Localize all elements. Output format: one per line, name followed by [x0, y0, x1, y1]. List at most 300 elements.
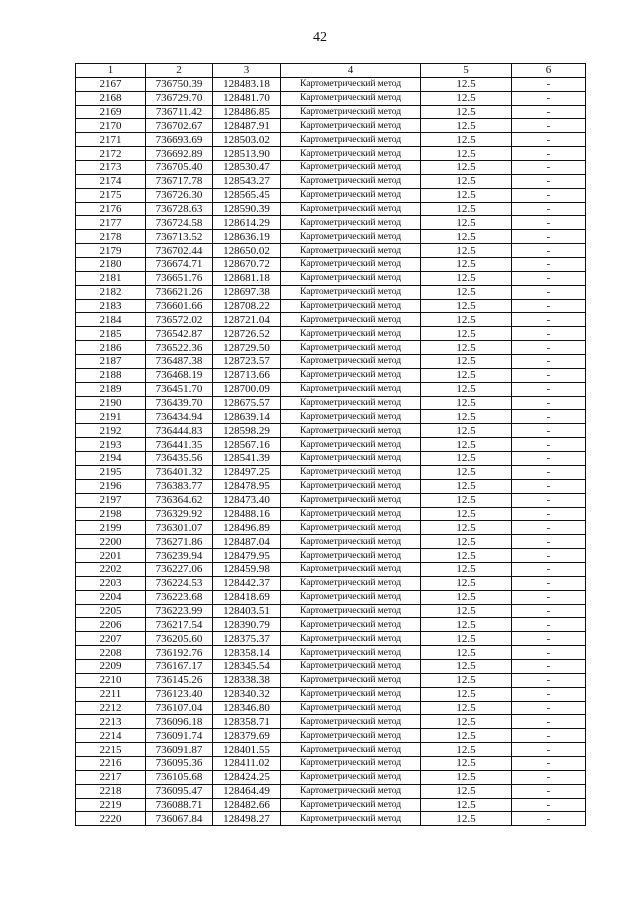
accuracy-cell: 12.5	[421, 659, 512, 673]
point-number-cell: 2218	[76, 784, 146, 798]
point-number-cell: 2183	[76, 299, 146, 313]
accuracy-cell: 12.5	[421, 396, 512, 410]
note-cell: -	[512, 576, 586, 590]
x-coordinate-cell: 736364.62	[146, 493, 213, 507]
accuracy-cell: 12.5	[421, 133, 512, 147]
method-cell: Картометрический метод	[281, 327, 421, 341]
accuracy-cell: 12.5	[421, 271, 512, 285]
table-row	[76, 535, 586, 549]
note-cell: -	[512, 341, 586, 355]
table-row	[76, 673, 586, 687]
accuracy-cell: 12.5	[421, 258, 512, 272]
y-coordinate-cell: 128338.38	[213, 673, 281, 687]
y-coordinate-cell: 128590.39	[213, 202, 281, 216]
table-row	[76, 147, 586, 161]
note-cell: -	[512, 368, 586, 382]
x-coordinate-cell: 736434.94	[146, 410, 213, 424]
method-cell: Картометрический метод	[281, 618, 421, 632]
table-row	[76, 396, 586, 410]
method-cell: Картометрический метод	[281, 299, 421, 313]
note-cell: -	[512, 258, 586, 272]
x-coordinate-cell: 736095.36	[146, 756, 213, 770]
method-cell: Картометрический метод	[281, 549, 421, 563]
x-coordinate-cell: 736091.87	[146, 743, 213, 757]
point-number-cell: 2200	[76, 535, 146, 549]
table-row	[76, 590, 586, 604]
method-cell: Картометрический метод	[281, 424, 421, 438]
x-coordinate-cell: 736693.69	[146, 133, 213, 147]
accuracy-cell: 12.5	[421, 327, 512, 341]
x-coordinate-cell: 736192.76	[146, 646, 213, 660]
table-row	[76, 729, 586, 743]
note-cell: -	[512, 743, 586, 757]
method-cell: Картометрический метод	[281, 493, 421, 507]
method-cell: Картометрический метод	[281, 91, 421, 105]
table-row	[76, 216, 586, 230]
note-cell: -	[512, 202, 586, 216]
y-coordinate-cell: 128418.69	[213, 590, 281, 604]
note-cell: -	[512, 562, 586, 576]
y-coordinate-cell: 128482.66	[213, 798, 281, 812]
y-coordinate-cell: 128721.04	[213, 313, 281, 327]
method-cell: Картометрический метод	[281, 244, 421, 258]
x-coordinate-cell: 736717.78	[146, 174, 213, 188]
note-cell: -	[512, 174, 586, 188]
accuracy-cell: 12.5	[421, 410, 512, 424]
table-row	[76, 244, 586, 258]
x-coordinate-cell: 736123.40	[146, 687, 213, 701]
x-coordinate-cell: 736088.71	[146, 798, 213, 812]
note-cell: -	[512, 119, 586, 133]
x-coordinate-cell: 736444.83	[146, 424, 213, 438]
accuracy-cell: 12.5	[421, 493, 512, 507]
method-cell: Картометрический метод	[281, 341, 421, 355]
y-coordinate-cell: 128488.16	[213, 507, 281, 521]
point-number-cell: 2173	[76, 161, 146, 175]
accuracy-cell: 12.5	[421, 479, 512, 493]
note-cell: -	[512, 465, 586, 479]
table-row	[76, 687, 586, 701]
x-coordinate-cell: 736167.17	[146, 659, 213, 673]
method-cell: Картометрический метод	[281, 562, 421, 576]
x-coordinate-cell: 736651.76	[146, 271, 213, 285]
x-coordinate-cell: 736522.36	[146, 341, 213, 355]
method-cell: Картометрический метод	[281, 313, 421, 327]
x-coordinate-cell: 736705.40	[146, 161, 213, 175]
x-coordinate-cell: 736572.02	[146, 313, 213, 327]
point-number-cell: 2168	[76, 91, 146, 105]
method-cell: Картометрический метод	[281, 479, 421, 493]
point-number-cell: 2211	[76, 687, 146, 701]
method-cell: Картометрический метод	[281, 368, 421, 382]
x-coordinate-cell: 736439.70	[146, 396, 213, 410]
table-row	[76, 161, 586, 175]
point-number-cell: 2208	[76, 646, 146, 660]
note-cell: -	[512, 438, 586, 452]
method-cell: Картометрический метод	[281, 521, 421, 535]
table-row	[76, 507, 586, 521]
note-cell: -	[512, 521, 586, 535]
header-cell: 2	[146, 64, 213, 78]
x-coordinate-cell: 736223.68	[146, 590, 213, 604]
note-cell: -	[512, 147, 586, 161]
x-coordinate-cell: 736105.68	[146, 770, 213, 784]
method-cell: Картометрический метод	[281, 729, 421, 743]
table-row	[76, 604, 586, 618]
y-coordinate-cell: 128700.09	[213, 382, 281, 396]
note-cell: -	[512, 784, 586, 798]
note-cell: -	[512, 798, 586, 812]
method-cell: Картометрический метод	[281, 410, 421, 424]
x-coordinate-cell: 736487.38	[146, 355, 213, 369]
note-cell: -	[512, 327, 586, 341]
note-cell: -	[512, 230, 586, 244]
method-cell: Картометрический метод	[281, 687, 421, 701]
y-coordinate-cell: 128358.14	[213, 646, 281, 660]
y-coordinate-cell: 128390.79	[213, 618, 281, 632]
accuracy-cell: 12.5	[421, 77, 512, 91]
x-coordinate-cell: 736223.99	[146, 604, 213, 618]
y-coordinate-cell: 128340.32	[213, 687, 281, 701]
y-coordinate-cell: 128345.54	[213, 659, 281, 673]
y-coordinate-cell: 128411.02	[213, 756, 281, 770]
point-number-cell: 2209	[76, 659, 146, 673]
point-number-cell: 2212	[76, 701, 146, 715]
note-cell: -	[512, 507, 586, 521]
table-row	[76, 701, 586, 715]
method-cell: Картометрический метод	[281, 216, 421, 230]
note-cell: -	[512, 244, 586, 258]
point-number-cell: 2204	[76, 590, 146, 604]
accuracy-cell: 12.5	[421, 355, 512, 369]
y-coordinate-cell: 128487.04	[213, 535, 281, 549]
table-row	[76, 368, 586, 382]
note-cell: -	[512, 424, 586, 438]
point-number-cell: 2217	[76, 770, 146, 784]
table-row	[76, 355, 586, 369]
table-row	[76, 271, 586, 285]
y-coordinate-cell: 128379.69	[213, 729, 281, 743]
method-cell: Картометрический метод	[281, 133, 421, 147]
x-coordinate-cell: 736542.87	[146, 327, 213, 341]
accuracy-cell: 12.5	[421, 424, 512, 438]
accuracy-cell: 12.5	[421, 105, 512, 119]
x-coordinate-cell: 736729.70	[146, 91, 213, 105]
x-coordinate-cell: 736091.74	[146, 729, 213, 743]
accuracy-cell: 12.5	[421, 521, 512, 535]
x-coordinate-cell: 736713.52	[146, 230, 213, 244]
note-cell: -	[512, 659, 586, 673]
point-number-cell: 2213	[76, 715, 146, 729]
point-number-cell: 2171	[76, 133, 146, 147]
y-coordinate-cell: 128726.52	[213, 327, 281, 341]
point-number-cell: 2191	[76, 410, 146, 424]
method-cell: Картометрический метод	[281, 646, 421, 660]
table-row	[76, 646, 586, 660]
table-row	[76, 133, 586, 147]
note-cell: -	[512, 549, 586, 563]
point-number-cell: 2205	[76, 604, 146, 618]
y-coordinate-cell: 128498.27	[213, 812, 281, 826]
method-cell: Картометрический метод	[281, 230, 421, 244]
note-cell: -	[512, 715, 586, 729]
note-cell: -	[512, 91, 586, 105]
method-cell: Картометрический метод	[281, 452, 421, 466]
method-cell: Картометрический метод	[281, 174, 421, 188]
point-number-cell: 2201	[76, 549, 146, 563]
note-cell: -	[512, 355, 586, 369]
accuracy-cell: 12.5	[421, 161, 512, 175]
note-cell: -	[512, 687, 586, 701]
y-coordinate-cell: 128670.72	[213, 258, 281, 272]
point-number-cell: 2170	[76, 119, 146, 133]
x-coordinate-cell: 736329.92	[146, 507, 213, 521]
point-number-cell: 2189	[76, 382, 146, 396]
header-row	[76, 64, 586, 78]
note-cell: -	[512, 452, 586, 466]
x-coordinate-cell: 736728.63	[146, 202, 213, 216]
x-coordinate-cell: 736468.19	[146, 368, 213, 382]
point-number-cell: 2177	[76, 216, 146, 230]
point-number-cell: 2185	[76, 327, 146, 341]
point-number-cell: 2215	[76, 743, 146, 757]
accuracy-cell: 12.5	[421, 341, 512, 355]
accuracy-cell: 12.5	[421, 147, 512, 161]
y-coordinate-cell: 128513.90	[213, 147, 281, 161]
table-row	[76, 230, 586, 244]
x-coordinate-cell: 736435.56	[146, 452, 213, 466]
y-coordinate-cell: 128675.57	[213, 396, 281, 410]
accuracy-cell: 12.5	[421, 438, 512, 452]
table-row	[76, 812, 586, 826]
accuracy-cell: 12.5	[421, 216, 512, 230]
table-row	[76, 562, 586, 576]
y-coordinate-cell: 128541.39	[213, 452, 281, 466]
y-coordinate-cell: 128473.40	[213, 493, 281, 507]
note-cell: -	[512, 396, 586, 410]
accuracy-cell: 12.5	[421, 452, 512, 466]
note-cell: -	[512, 673, 586, 687]
note-cell: -	[512, 535, 586, 549]
x-coordinate-cell: 736107.04	[146, 701, 213, 715]
method-cell: Картометрический метод	[281, 812, 421, 826]
y-coordinate-cell: 128481.70	[213, 91, 281, 105]
point-number-cell: 2184	[76, 313, 146, 327]
note-cell: -	[512, 812, 586, 826]
table-row	[76, 313, 586, 327]
method-cell: Картометрический метод	[281, 119, 421, 133]
y-coordinate-cell: 128483.18	[213, 77, 281, 91]
accuracy-cell: 12.5	[421, 562, 512, 576]
point-number-cell: 2219	[76, 798, 146, 812]
x-coordinate-cell: 736702.44	[146, 244, 213, 258]
note-cell: -	[512, 313, 586, 327]
x-coordinate-cell: 736724.58	[146, 216, 213, 230]
note-cell: -	[512, 618, 586, 632]
accuracy-cell: 12.5	[421, 632, 512, 646]
table-row	[76, 258, 586, 272]
point-number-cell: 2206	[76, 618, 146, 632]
table-row	[76, 576, 586, 590]
point-number-cell: 2182	[76, 285, 146, 299]
method-cell: Картометрический метод	[281, 396, 421, 410]
y-coordinate-cell: 128424.25	[213, 770, 281, 784]
note-cell: -	[512, 382, 586, 396]
header-cell: 1	[76, 64, 146, 78]
table-row	[76, 618, 586, 632]
accuracy-cell: 12.5	[421, 535, 512, 549]
page-number: 42	[313, 30, 327, 45]
point-number-cell: 2187	[76, 355, 146, 369]
x-coordinate-cell: 736217.54	[146, 618, 213, 632]
table-row	[76, 659, 586, 673]
note-cell: -	[512, 646, 586, 660]
table-row	[76, 798, 586, 812]
note-cell: -	[512, 105, 586, 119]
point-number-cell: 2169	[76, 105, 146, 119]
header-cell: 5	[421, 64, 512, 78]
y-coordinate-cell: 128614.29	[213, 216, 281, 230]
note-cell: -	[512, 285, 586, 299]
x-coordinate-cell: 736383.77	[146, 479, 213, 493]
header-cell: 6	[512, 64, 586, 78]
accuracy-cell: 12.5	[421, 590, 512, 604]
table-row	[76, 341, 586, 355]
x-coordinate-cell: 736401.32	[146, 465, 213, 479]
accuracy-cell: 12.5	[421, 646, 512, 660]
y-coordinate-cell: 128403.51	[213, 604, 281, 618]
method-cell: Картометрический метод	[281, 659, 421, 673]
y-coordinate-cell: 128530.47	[213, 161, 281, 175]
point-number-cell: 2214	[76, 729, 146, 743]
y-coordinate-cell: 128639.14	[213, 410, 281, 424]
accuracy-cell: 12.5	[421, 507, 512, 521]
note-cell: -	[512, 133, 586, 147]
accuracy-cell: 12.5	[421, 729, 512, 743]
y-coordinate-cell: 128697.38	[213, 285, 281, 299]
table-row	[76, 91, 586, 105]
accuracy-cell: 12.5	[421, 687, 512, 701]
y-coordinate-cell: 128723.57	[213, 355, 281, 369]
method-cell: Картометрический метод	[281, 285, 421, 299]
table-row	[76, 424, 586, 438]
method-cell: Картометрический метод	[281, 465, 421, 479]
point-number-cell: 2220	[76, 812, 146, 826]
accuracy-cell: 12.5	[421, 701, 512, 715]
header-cell: 4	[281, 64, 421, 78]
method-cell: Картометрический метод	[281, 770, 421, 784]
header-cell: 3	[213, 64, 281, 78]
accuracy-cell: 12.5	[421, 188, 512, 202]
method-cell: Картометрический метод	[281, 798, 421, 812]
accuracy-cell: 12.5	[421, 604, 512, 618]
table-row	[76, 452, 586, 466]
method-cell: Картометрический метод	[281, 161, 421, 175]
accuracy-cell: 12.5	[421, 549, 512, 563]
point-number-cell: 2180	[76, 258, 146, 272]
table-row	[76, 299, 586, 313]
y-coordinate-cell: 128459.98	[213, 562, 281, 576]
y-coordinate-cell: 128346.80	[213, 701, 281, 715]
method-cell: Картометрический метод	[281, 590, 421, 604]
x-coordinate-cell: 736095.47	[146, 784, 213, 798]
table-row	[76, 743, 586, 757]
table-row	[76, 784, 586, 798]
method-cell: Картометрический метод	[281, 147, 421, 161]
point-number-cell: 2181	[76, 271, 146, 285]
x-coordinate-cell: 736205.60	[146, 632, 213, 646]
point-number-cell: 2186	[76, 341, 146, 355]
point-number-cell: 2178	[76, 230, 146, 244]
y-coordinate-cell: 128503.02	[213, 133, 281, 147]
accuracy-cell: 12.5	[421, 91, 512, 105]
x-coordinate-cell: 736621.26	[146, 285, 213, 299]
method-cell: Картометрический метод	[281, 604, 421, 618]
y-coordinate-cell: 128713.66	[213, 368, 281, 382]
y-coordinate-cell: 128478.95	[213, 479, 281, 493]
x-coordinate-cell: 736711.42	[146, 105, 213, 119]
point-number-cell: 2175	[76, 188, 146, 202]
table-row	[76, 756, 586, 770]
y-coordinate-cell: 128464.49	[213, 784, 281, 798]
y-coordinate-cell: 128565.45	[213, 188, 281, 202]
point-number-cell: 2176	[76, 202, 146, 216]
note-cell: -	[512, 188, 586, 202]
table-row	[76, 770, 586, 784]
point-number-cell: 2199	[76, 521, 146, 535]
x-coordinate-cell: 736239.94	[146, 549, 213, 563]
accuracy-cell: 12.5	[421, 812, 512, 826]
method-cell: Картометрический метод	[281, 507, 421, 521]
method-cell: Картометрический метод	[281, 784, 421, 798]
accuracy-cell: 12.5	[421, 784, 512, 798]
method-cell: Картометрический метод	[281, 632, 421, 646]
note-cell: -	[512, 632, 586, 646]
point-number-cell: 2193	[76, 438, 146, 452]
y-coordinate-cell: 128487.91	[213, 119, 281, 133]
table-row	[76, 715, 586, 729]
note-cell: -	[512, 701, 586, 715]
table-row	[76, 174, 586, 188]
table-row	[76, 465, 586, 479]
x-coordinate-cell: 736301.07	[146, 521, 213, 535]
note-cell: -	[512, 770, 586, 784]
point-number-cell: 2202	[76, 562, 146, 576]
point-number-cell: 2195	[76, 465, 146, 479]
y-coordinate-cell: 128496.89	[213, 521, 281, 535]
method-cell: Картометрический метод	[281, 743, 421, 757]
point-number-cell: 2210	[76, 673, 146, 687]
x-coordinate-cell: 736227.06	[146, 562, 213, 576]
method-cell: Картометрический метод	[281, 188, 421, 202]
table-row	[76, 549, 586, 563]
accuracy-cell: 12.5	[421, 368, 512, 382]
point-number-cell: 2174	[76, 174, 146, 188]
y-coordinate-cell: 128708.22	[213, 299, 281, 313]
point-number-cell: 2190	[76, 396, 146, 410]
x-coordinate-cell: 736145.26	[146, 673, 213, 687]
note-cell: -	[512, 479, 586, 493]
y-coordinate-cell: 128567.16	[213, 438, 281, 452]
table-row	[76, 493, 586, 507]
note-cell: -	[512, 271, 586, 285]
point-number-cell: 2207	[76, 632, 146, 646]
point-number-cell: 2192	[76, 424, 146, 438]
table-row	[76, 410, 586, 424]
x-coordinate-cell: 736067.84	[146, 812, 213, 826]
y-coordinate-cell: 128497.25	[213, 465, 281, 479]
accuracy-cell: 12.5	[421, 174, 512, 188]
